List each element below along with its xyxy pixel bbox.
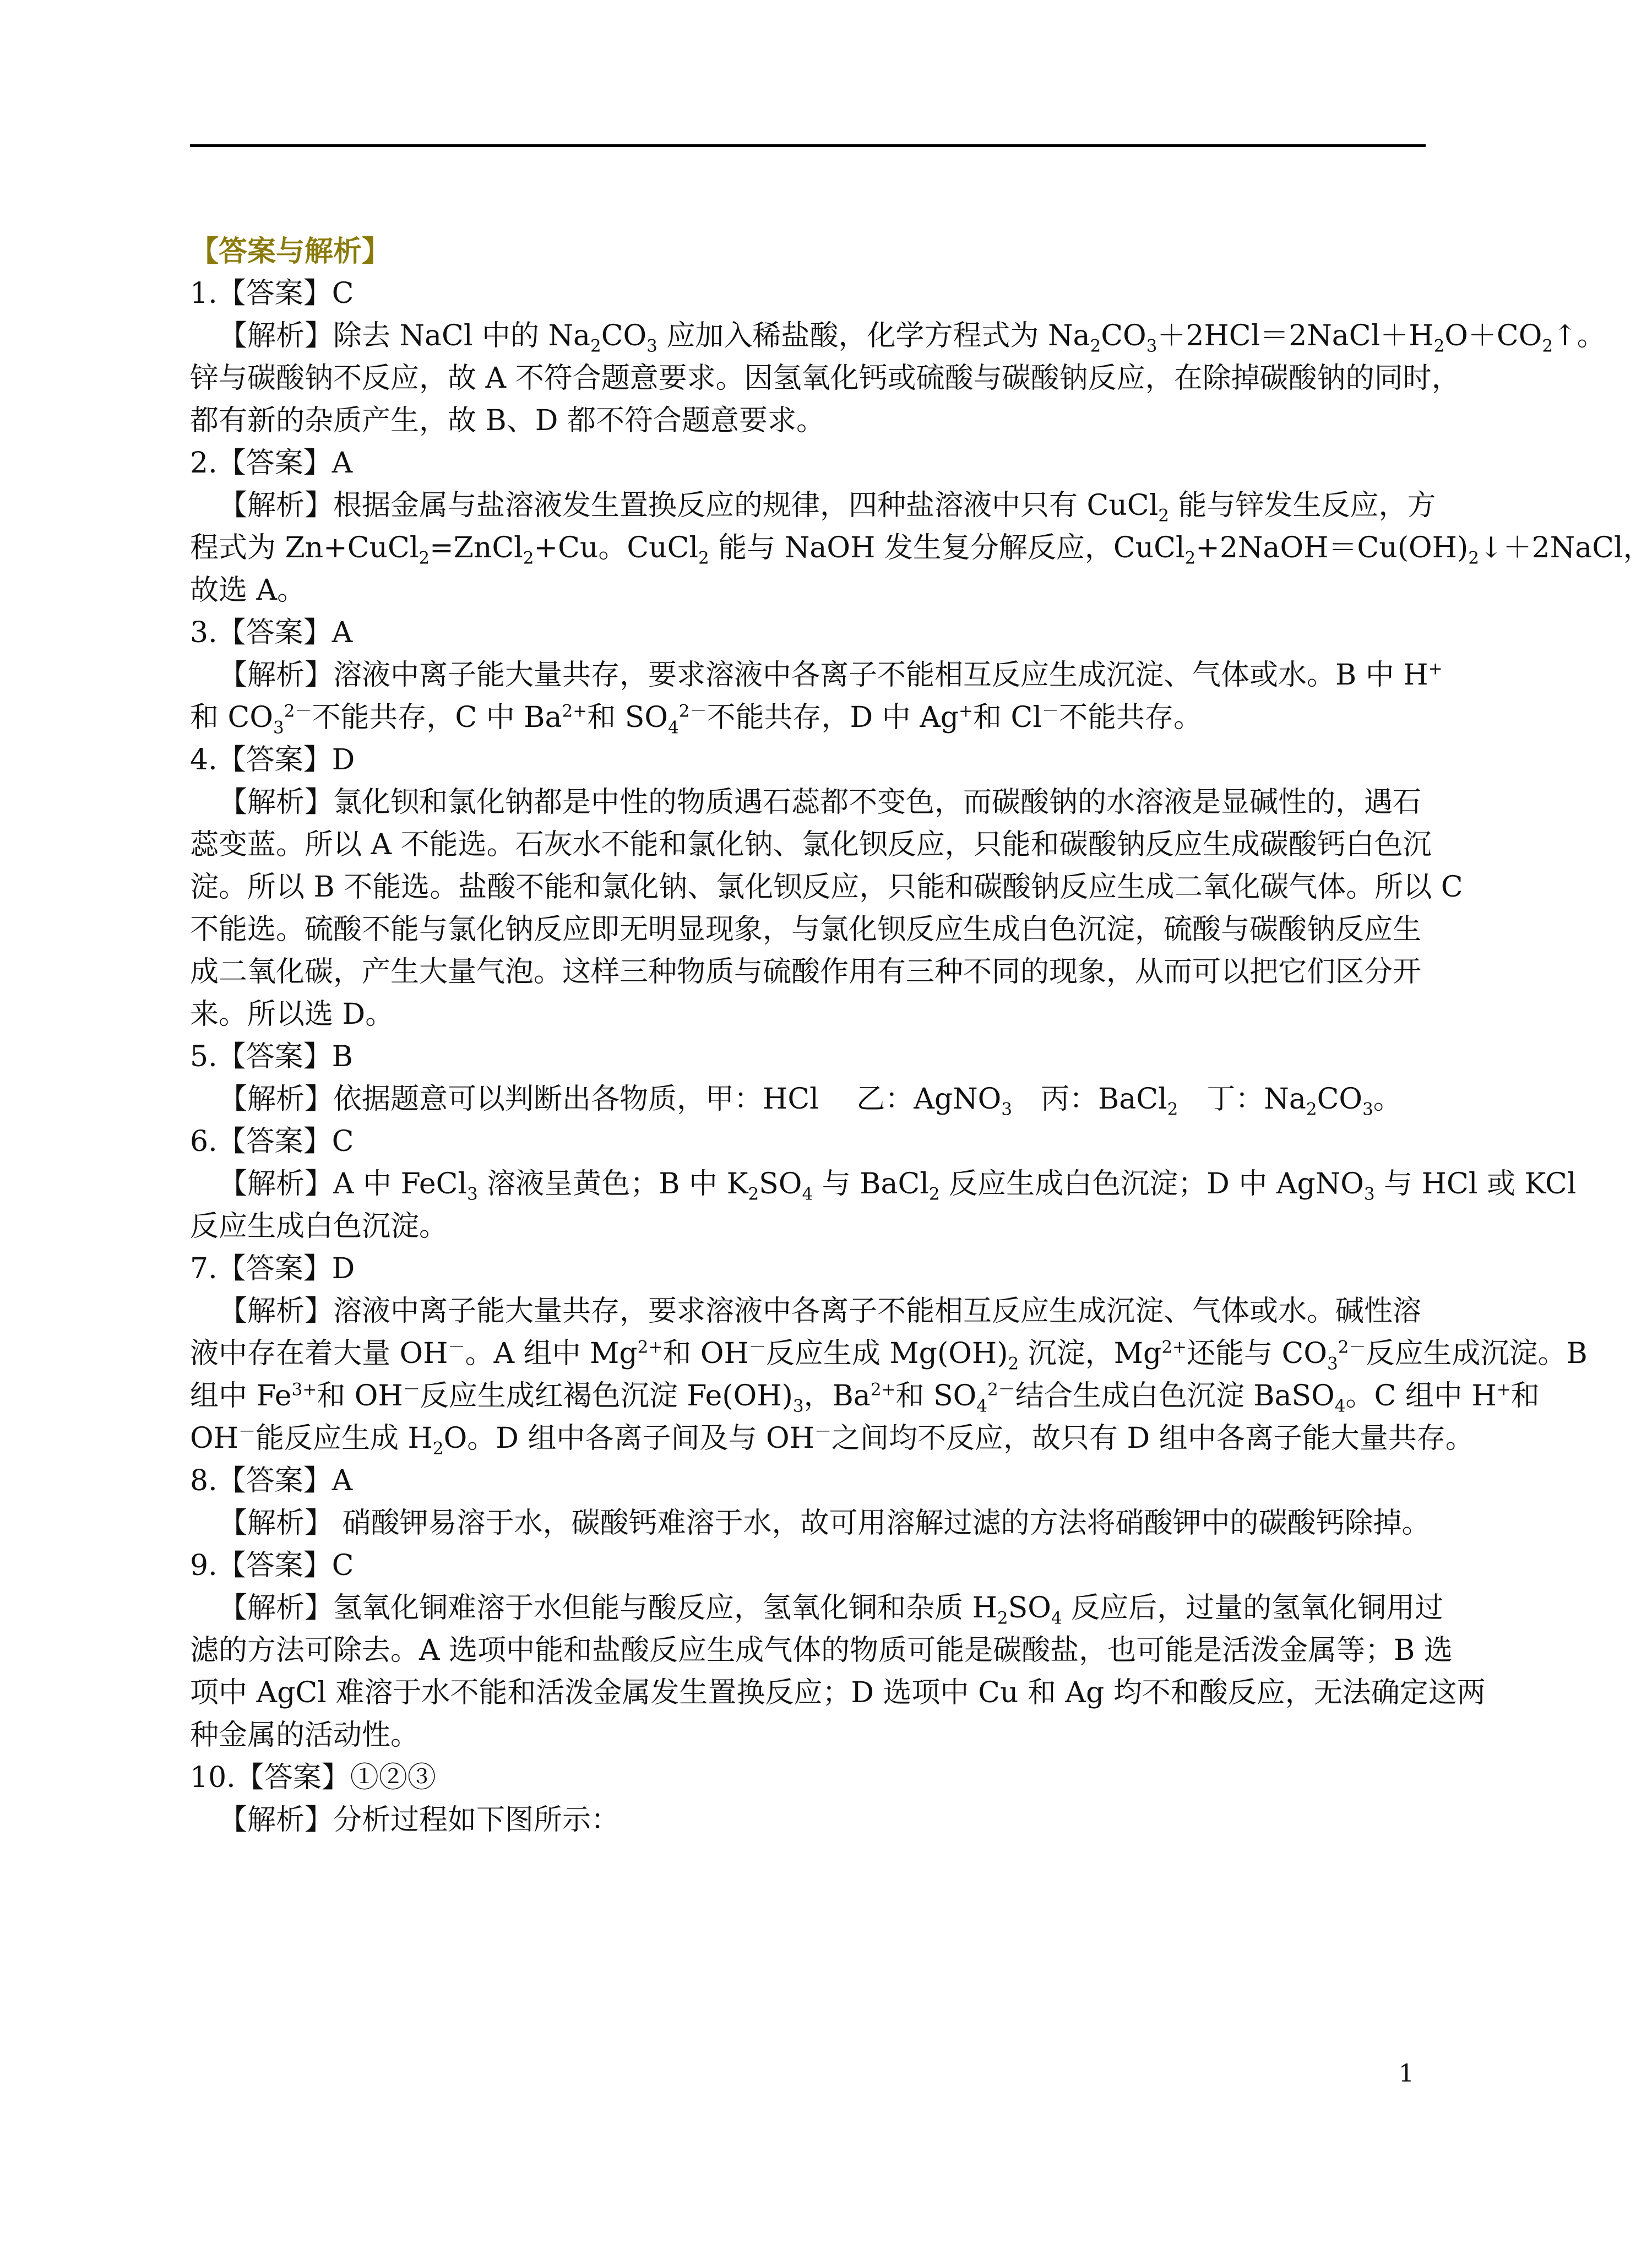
answer-line: 1.【答案】C [190,277,354,310]
answer-item [190,1460,1431,1545]
explanation-line: 【解析】依据题意可以判断出各物质，甲：HCl 乙：AgNO$_3$ 丙：BaCl$_2$ 丁：$Na_2CO_3$。 [219,1083,1402,1120]
answer-item [190,1121,1577,1248]
explanation-line: 组中 $Fe^{3+}$和 OH－反应生成红褐色沉淀 $Fe(OH)_3$，$Ba^{2+}$和 $SO_4^{2-}$结合生成白色沉淀 BaSO$_4$。C 组中 H+和 [190,1379,1540,1416]
explanation-line: 反应生成白色沉淀。 [190,1210,448,1243]
answer-item [190,1545,1486,1757]
explanation-line: 淀。所以 B 不能选。盐酸不能和氯化钠、氯化钡反应，只能和碳酸钠反应生成二氧化碳气体。所以 C [190,871,1463,904]
answer-item [190,739,1463,1036]
explanation-line: 种金属的活动性。 [190,1719,420,1752]
page-number: 1 [1399,2060,1414,2088]
explanation-line: 【解析】A 中 FeCl$_3$ 溶液呈黄色；B 中 $K_2SO_4$ 与 BaCl$_2$ 反应生成白色沉淀；D 中 AgNO$_3$ 与 HCl 或 KCl [219,1167,1577,1204]
explanation-line: 【解析】根据金属与盐溶液发生置换反应的规律，四种盐溶液中只有 CuCl$_2$ 能与锌发生反应，方 [219,489,1436,526]
explanation-line: 故选 A。 [190,574,306,607]
explanation-line: 【解析】 硝酸钾易溶于水，碳酸钙难溶于水，故可用溶解过滤的方法将硝酸钾中的碳酸钙除掉。 [219,1507,1431,1540]
header-rule [190,144,1426,147]
answer-line: 7.【答案】D [190,1252,355,1285]
explanation-line: 项中 AgCl 难溶于水不能和活泼金属发生置换反应；D 选项中 Cu 和 Ag 均不和酸反应，无法确定这两 [190,1676,1486,1709]
explanation-line: 【解析】氢氧化铜难溶于水但能与酸反应，氢氧化铜和杂质 $H_2SO_4$ 反应后，过量的氢氧化铜用过 [219,1592,1444,1628]
explanation-line: 不能选。硫酸不能与氯化钠反应即无明显现象，与氯化钡反应生成白色沉淀，硫酸与碳酸钠反应生 [190,913,1422,946]
section-title: 【答案与解析】 [190,235,391,268]
explanation-line: 锌与碳酸钠不反应，故 A 不符合题意要求。因氢氧化钙或硫酸与碳酸钠反应，在除掉碳酸钠的同时， [190,362,1460,395]
answer-section [190,230,1652,1842]
explanation-line: 来。所以选 D。 [190,998,394,1031]
answer-line: 3.【答案】A [190,616,353,649]
explanation-line: 滤的方法可除去。A 选项中能和盐酸反应生成气体的物质可能是碳酸盐，也可能是活泼金属等；B 选 [190,1634,1453,1667]
answer-line: 8.【答案】A [190,1464,353,1497]
explanation-line: 【解析】溶液中离子能大量共存，要求溶液中各离子不能相互反应生成沉淀、气体或水。碱性溶 [219,1295,1422,1328]
explanation-line: 【解析】溶液中离子能大量共存，要求溶液中各离子不能相互反应生成沉淀、气体或水。B 中 H+ [219,659,1443,692]
answer-item [190,612,1443,739]
explanation-line: 【解析】除去 NaCl 中的 $Na_2CO_3$ 应加入稀盐酸，化学方程式为 $Na_2CO_3+2HCl=2NaCl+H_2O+CO_2↑$。 [219,319,1606,356]
answer-line: 5.【答案】B [190,1040,353,1073]
answer-line: 9.【答案】C [190,1549,354,1582]
answer-line: 2.【答案】A [190,447,353,480]
explanation-line: 【解析】分析过程如下图所示： [219,1804,620,1837]
explanation-line: OH－能反应生成 $H_2O$。D 组中各离子间及与 OH－之间均不反应，故只有 D 组中各离子能大量共存。 [190,1422,1474,1459]
answer-list [190,273,1652,1842]
answer-line: 4.【答案】D [190,743,355,776]
explanation-line: 都有新的杂质产生，故 B、D 都不符合题意要求。 [190,404,825,437]
explanation-line: 【解析】氯化钡和氯化钠都是中性的物质遇石蕊都不变色，而碳酸钠的水溶液是显碱性的，遇石 [219,786,1422,819]
answer-item [190,1757,1426,1842]
explanation-line: 蕊变蓝。所以 A 不能选。石灰水不能和氯化钠、氯化钡反应，只能和碳酸钠反应生成碳酸钙白色沉 [190,828,1432,861]
explanation-line: 液中存在着大量 OH－。A 组中 $Mg^{2+}$和 OH－反应生成 $Mg(OH)_2$ 沉淀，$Mg^{2+}$还能与 $CO_3^{2-}$反应生成沉淀。B [190,1337,1588,1374]
explanation-line: 成二氧化碳，产生大量气泡。这样三种物质与硫酸作用有三种不同的现象，从而可以把它们区分开 [190,955,1422,988]
answer-item [190,1248,1588,1460]
explanation-line: 和 $CO_3^{2-}$不能共存，C 中 $Ba^{2+}$和 $SO_4^{2-}$不能共存，D 中 Ag+和 Cl－不能共存。 [190,701,1202,738]
answer-item [190,273,1606,442]
answer-line: 6.【答案】C [190,1125,354,1158]
answer-item [190,442,1652,612]
explanation-line: 程式为 Zn+CuCl$_2$=ZnCl$_2$+Cu。CuCl$_2$ 能与 NaOH 发生复分解反应，$CuCl_2+2NaOH=Cu(OH)_2↓+2NaCl$， [190,531,1652,568]
answer-item [190,1036,1426,1121]
answer-line: 10.【答案】①②③ [190,1761,436,1794]
